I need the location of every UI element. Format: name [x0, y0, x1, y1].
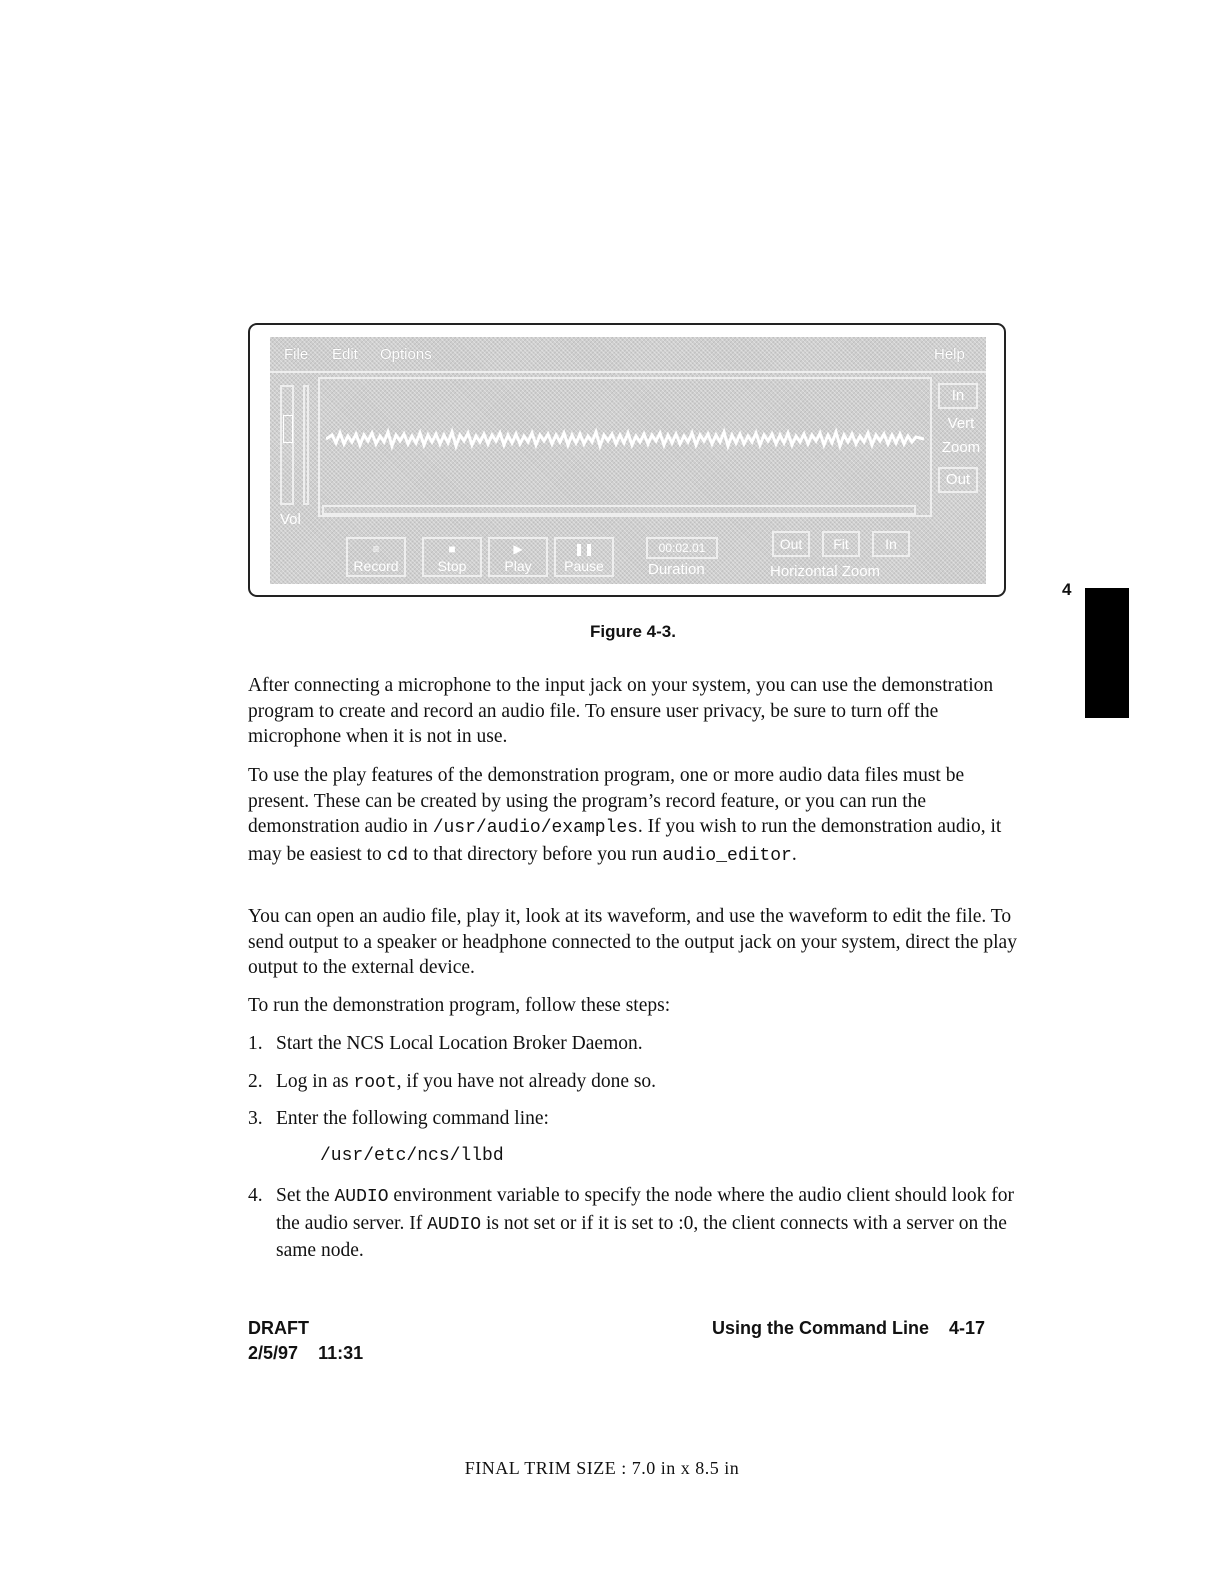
pause-label: Pause	[564, 558, 604, 574]
pause-icon: ❚❚	[573, 542, 595, 556]
step-2-text-a: Log in as	[276, 1071, 354, 1092]
step-1-text: Start the NCS Local Location Broker Daemon.	[276, 1033, 643, 1054]
paragraph-4-text: To run the demonstration program, follow these steps:	[248, 995, 671, 1016]
step-3-number: 3.	[248, 1108, 263, 1129]
trim-size-note: FINAL TRIM SIZE : 7.0 in x 8.5 in	[464, 1458, 740, 1478]
step-4-text-a: Set the	[276, 1185, 335, 1206]
draft-label: DRAFT	[248, 1318, 309, 1338]
running-footer	[712, 1318, 985, 1339]
volume-label: Vol	[280, 511, 301, 528]
play-button[interactable]	[488, 537, 548, 577]
figure-caption: Figure 4-3.	[590, 622, 676, 641]
waveform[interactable]	[326, 389, 924, 489]
horiz-zoom-fit-button[interactable]: Fit	[822, 531, 860, 557]
play-label: Play	[504, 558, 532, 574]
record-icon: ≡	[372, 542, 380, 556]
chapter-tab-marker	[1085, 588, 1129, 718]
stop-button[interactable]	[422, 537, 482, 577]
horizontal-zoom-label: Horizontal Zoom	[770, 563, 881, 580]
volume-slider[interactable]	[280, 385, 294, 505]
p2-text-a: To use the play features of the demonstration program, one or more audio data files must be present. These can be created by using the program’s record feature, or you can run the demonstration audio in	[248, 765, 965, 837]
llbd-command: /usr/etc/ncs/llbd	[320, 1146, 504, 1166]
audio-var-2: AUDIO	[427, 1214, 482, 1235]
record-button[interactable]	[346, 537, 406, 577]
footer-section: Using the Command Line	[712, 1318, 930, 1338]
horiz-zoom-out-button[interactable]: Out	[772, 531, 810, 557]
draft-date	[248, 1343, 363, 1364]
paragraph-1	[248, 673, 1018, 750]
step-1-number: 1.	[248, 1033, 263, 1054]
volume-knob[interactable]	[283, 415, 293, 443]
paragraph-1-text: After connecting a microphone to the input jack on your system, you can use the demonstration program to create and record an audio file. To ensure user privacy, be sure to turn off the microphone when it is not in use.	[248, 675, 994, 747]
step-3-text: Enter the following command line:	[276, 1108, 549, 1129]
menu-bar	[270, 337, 986, 373]
menu-file[interactable]: File	[284, 346, 309, 363]
vert-zoom-in-button[interactable]: In	[938, 383, 978, 409]
vert-zoom-label-line1: Vert	[947, 415, 975, 432]
menu-options[interactable]: Options	[380, 346, 432, 363]
cd-command: cd	[386, 845, 409, 866]
menu-help[interactable]: Help	[934, 346, 965, 363]
footer-time: 11:31	[318, 1343, 364, 1363]
paragraph-4	[248, 993, 1018, 1019]
horizontal-scrollbar[interactable]	[322, 505, 916, 515]
horiz-zoom-in-button[interactable]: In	[872, 531, 910, 557]
stop-icon: ■	[448, 542, 456, 556]
audio-var-1: AUDIO	[334, 1187, 389, 1207]
vert-zoom-label-line2: Zoom	[941, 439, 981, 456]
waveform-panel[interactable]	[318, 377, 932, 517]
chapter-number: 4	[1062, 580, 1072, 599]
footer-date: 2/5/97	[248, 1343, 299, 1363]
vert-zoom-out-button[interactable]: Out	[938, 467, 978, 493]
audio-editor-command: audio_editor	[662, 845, 792, 866]
step-4-number: 4.	[248, 1185, 263, 1206]
p2-text-d: .	[791, 843, 797, 865]
page-number: 4-17	[949, 1318, 986, 1338]
step-2-number: 2.	[248, 1071, 263, 1092]
p2-text-c: to that directory before you run	[408, 843, 663, 865]
paragraph-3	[248, 904, 1018, 981]
examples-path: /usr/audio/examples	[432, 818, 638, 838]
p2-text-b: . If you wish to run the demonstration audio, it may be easiest to	[248, 816, 1002, 865]
stop-label: Stop	[437, 558, 467, 574]
record-label: Record	[353, 558, 399, 574]
duration-readout: 00:02.01	[646, 537, 718, 559]
root-user: root	[353, 1073, 397, 1093]
volume-track	[303, 385, 309, 505]
step-4-text-c: is not set or if it is set to :0, the client connects with a server on the same node.	[276, 1212, 1007, 1261]
paragraph-2	[248, 763, 1018, 869]
pause-button[interactable]	[554, 537, 614, 577]
step-2-text-b: , if you have not already done so.	[396, 1071, 657, 1092]
duration-label: Duration	[648, 561, 705, 578]
paragraph-3-text: You can open an audio file, play it, look at its waveform, and use the waveform to edit the file. To send output to a speaker or headphone connected to the output jack on your system, direct the play output to the external device.	[248, 906, 1017, 978]
step-4-text-b: environment variable to specify the node where the audio client should look for the audio server. If	[276, 1185, 1014, 1234]
play-icon: ▶	[513, 542, 523, 556]
audio-editor-screenshot	[270, 337, 986, 584]
menu-edit[interactable]: Edit	[332, 346, 358, 363]
